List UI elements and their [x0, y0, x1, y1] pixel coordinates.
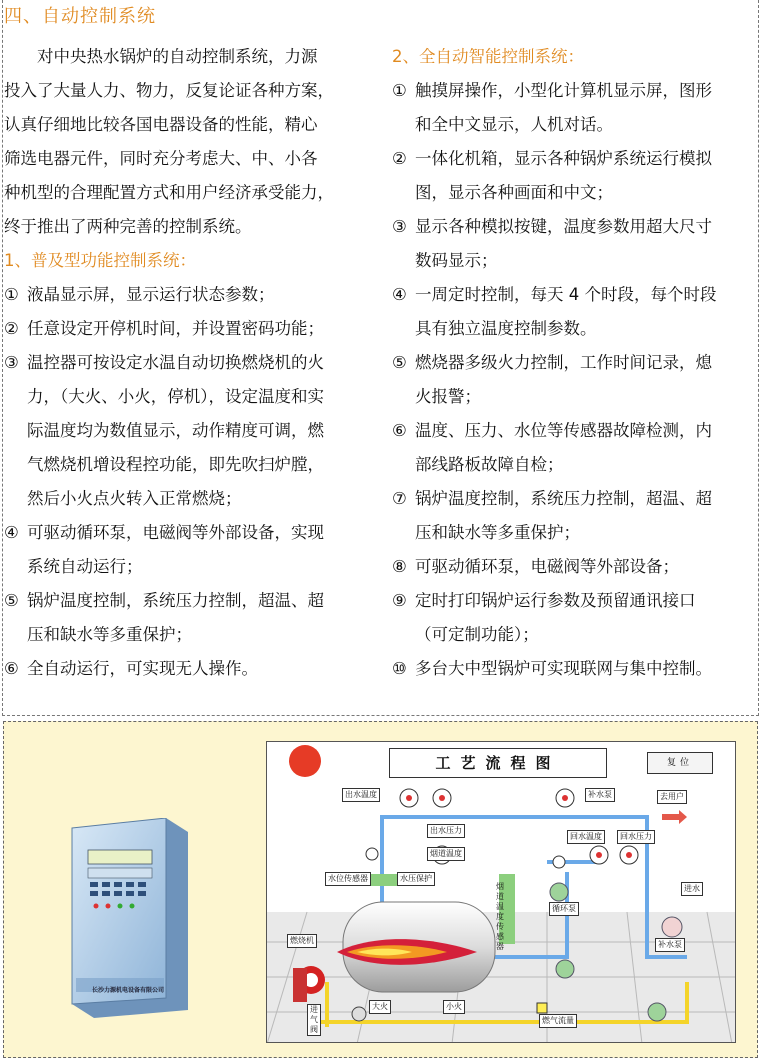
- line-text: 然后小火点火转入正常燃烧；: [27, 489, 242, 508]
- line-text: 部线路板故障自检；: [415, 455, 564, 474]
- intro-line: [4, 210, 376, 244]
- label-to-user: 去用户: [657, 790, 687, 804]
- list-item-continuation: [392, 380, 761, 414]
- line-text: 锅炉温度控制，系统压力控制，超温、超: [415, 489, 712, 508]
- line-text: 力，（大火、小火，停机），设定温度和实: [27, 387, 324, 406]
- label-feed-water: 进水: [681, 882, 703, 896]
- left-subheading: 1、普及型功能控制系统：: [4, 251, 196, 270]
- intro-line: [4, 40, 376, 74]
- line-text: 压和缺水等多重保护；: [415, 523, 580, 542]
- list-item: [392, 142, 761, 176]
- line-text: 种机型的合理配置方式和用户经济承受能力，: [4, 183, 334, 202]
- list-item: [4, 346, 376, 380]
- label-flue-temp: 烟道温度: [427, 847, 465, 861]
- line-text: 液晶显示屏，显示运行状态参数；: [27, 285, 275, 304]
- line-text: 任意设定开停机时间，并设置密码功能；: [27, 319, 324, 338]
- list-item-continuation: [392, 244, 761, 278]
- line-text: 压和缺水等多重保护；: [27, 625, 192, 644]
- line-text: 认真仔细地比较各国电器设备的性能，精心: [4, 115, 318, 134]
- list-item: [392, 482, 761, 516]
- label-outlet-pressure: 出水压力: [427, 824, 465, 838]
- item-marker: ⑥: [392, 421, 407, 440]
- line-text: 对中央热水锅炉的自动控制系统，力源: [4, 47, 318, 66]
- label-return-temp: 回水温度: [567, 830, 605, 844]
- item-marker: ④: [4, 523, 19, 542]
- line-text: 火报警；: [415, 387, 481, 406]
- intro-line: [4, 176, 376, 210]
- label-circ-pump: 循环泵: [549, 902, 579, 916]
- line-text: 温控器可按设定水温自动切换燃烧机的火: [27, 353, 324, 372]
- line-text: 投入了大量人力、物力，反复论证各种方案，: [4, 81, 334, 100]
- line-text: 触摸屏操作，小型化计算机显示屏，图形: [415, 81, 712, 100]
- list-item-continuation: [4, 482, 376, 516]
- item-marker: ③: [4, 353, 19, 372]
- intro-line: [4, 142, 376, 176]
- label-small-fire: 小火: [443, 1000, 465, 1014]
- item-marker: ⑥: [4, 659, 19, 678]
- item-marker: ④: [392, 285, 407, 304]
- intro-line: [4, 74, 376, 108]
- list-item-continuation: [392, 108, 761, 142]
- line-text: 图，显示各种画面和中文；: [415, 183, 613, 202]
- item-marker: ⑦: [392, 489, 407, 508]
- line-text: 锅炉温度控制，系统压力控制，超温、超: [27, 591, 324, 610]
- list-item: [4, 584, 376, 618]
- list-item-continuation: [4, 448, 376, 482]
- right-subheading: 2、全自动智能控制系统：: [392, 47, 584, 66]
- label-level-sensor: 水位传感器: [325, 872, 371, 886]
- intro-line: [4, 108, 376, 142]
- reset-button[interactable]: 复位: [647, 752, 713, 774]
- label-side-sensor: 烟道温度传感器: [496, 882, 504, 951]
- list-item: [392, 210, 761, 244]
- left-column: [4, 40, 376, 686]
- item-marker: ⑤: [4, 591, 19, 610]
- list-item-continuation: [392, 312, 761, 346]
- section-title: 四、自动控制系统: [4, 6, 156, 27]
- list-item: [392, 652, 761, 686]
- label-inlet-valve: 进气阀: [307, 1004, 321, 1036]
- line-text: 全自动运行，可实现无人操作。: [27, 659, 258, 678]
- line-text: 燃烧器多级火力控制，工作时间记录，熄: [415, 353, 712, 372]
- list-item: [4, 278, 376, 312]
- list-item-continuation: [4, 414, 376, 448]
- line-text: 温度、压力、水位等传感器故障检测，内: [415, 421, 712, 440]
- label-gas-flow: 燃气流量: [539, 1014, 577, 1028]
- list-item: [392, 346, 761, 380]
- label-level-control: 水压保护: [397, 872, 435, 886]
- list-item-continuation: [392, 448, 761, 482]
- label-return-pressure: 回水压力: [617, 830, 655, 844]
- list-item-continuation: [392, 516, 761, 550]
- list-item: [4, 516, 376, 550]
- item-marker: ②: [392, 149, 407, 168]
- cabinet-caption: 长沙力源机电设备有限公司: [92, 987, 165, 994]
- line-text: 际温度均为数值显示，动作精度可调，燃: [27, 421, 324, 440]
- line-text: 气燃烧机增设程控功能，即先吹扫炉膛，: [27, 455, 324, 474]
- line-text: 一体化机箱，显示各种锅炉系统运行模拟: [415, 149, 712, 168]
- diagram-title: 工艺流程图: [389, 748, 607, 778]
- list-item: [392, 550, 761, 584]
- item-marker: ⑩: [392, 659, 407, 678]
- list-item-continuation: [4, 550, 376, 584]
- list-item: [392, 414, 761, 448]
- list-item: [392, 584, 761, 618]
- list-item: [4, 652, 376, 686]
- line-text: 定时打印锅炉运行参数及预留通讯接口: [415, 591, 696, 610]
- list-item-continuation: [392, 618, 761, 652]
- label-makeup-pump: 补水泵: [655, 938, 685, 952]
- line-text: 终于推出了两种完善的控制系统。: [4, 217, 252, 236]
- line-text: 可驱动循环泵，电磁阀等外部设备；: [415, 557, 679, 576]
- line-text: 和全中文显示，人机对话。: [415, 115, 613, 134]
- item-marker: ③: [392, 217, 407, 236]
- line-text: 可驱动循环泵，电磁阀等外部设备，实现: [27, 523, 324, 542]
- item-marker: ①: [4, 285, 19, 304]
- item-marker: ①: [392, 81, 407, 100]
- line-text: 一周定时控制，每天 4 个时段，每个时段: [415, 285, 717, 304]
- label-feed-pump-top: 补水泵: [585, 788, 615, 802]
- list-item: [392, 278, 761, 312]
- line-text: 系统自动运行；: [27, 557, 143, 576]
- item-marker: ②: [4, 319, 19, 338]
- line-text: 多台大中型锅炉可实现联网与集中控制。: [415, 659, 712, 678]
- item-marker: ⑤: [392, 353, 407, 372]
- list-item-continuation: [4, 380, 376, 414]
- line-text: （可定制功能）；: [415, 625, 539, 644]
- label-big-fire: 大火: [369, 1000, 391, 1014]
- process-flow-diagram: [266, 741, 736, 1043]
- label-outlet-temp: 出水温度: [342, 788, 380, 802]
- image-panel: [3, 721, 758, 1058]
- item-marker: ⑨: [392, 591, 407, 610]
- list-item-continuation: [392, 176, 761, 210]
- list-item: [4, 312, 376, 346]
- line-text: 数码显示；: [415, 251, 498, 270]
- list-item: [392, 74, 761, 108]
- list-item-continuation: [4, 618, 376, 652]
- item-marker: ⑧: [392, 557, 407, 576]
- line-text: 显示各种模拟按键，温度参数用超大尺寸: [415, 217, 712, 236]
- label-burner: 燃烧机: [287, 934, 317, 948]
- right-column: [392, 40, 761, 686]
- line-text: 筛选电器元件，同时充分考虑大、中、小各: [4, 149, 318, 168]
- line-text: 具有独立温度控制参数。: [415, 319, 597, 338]
